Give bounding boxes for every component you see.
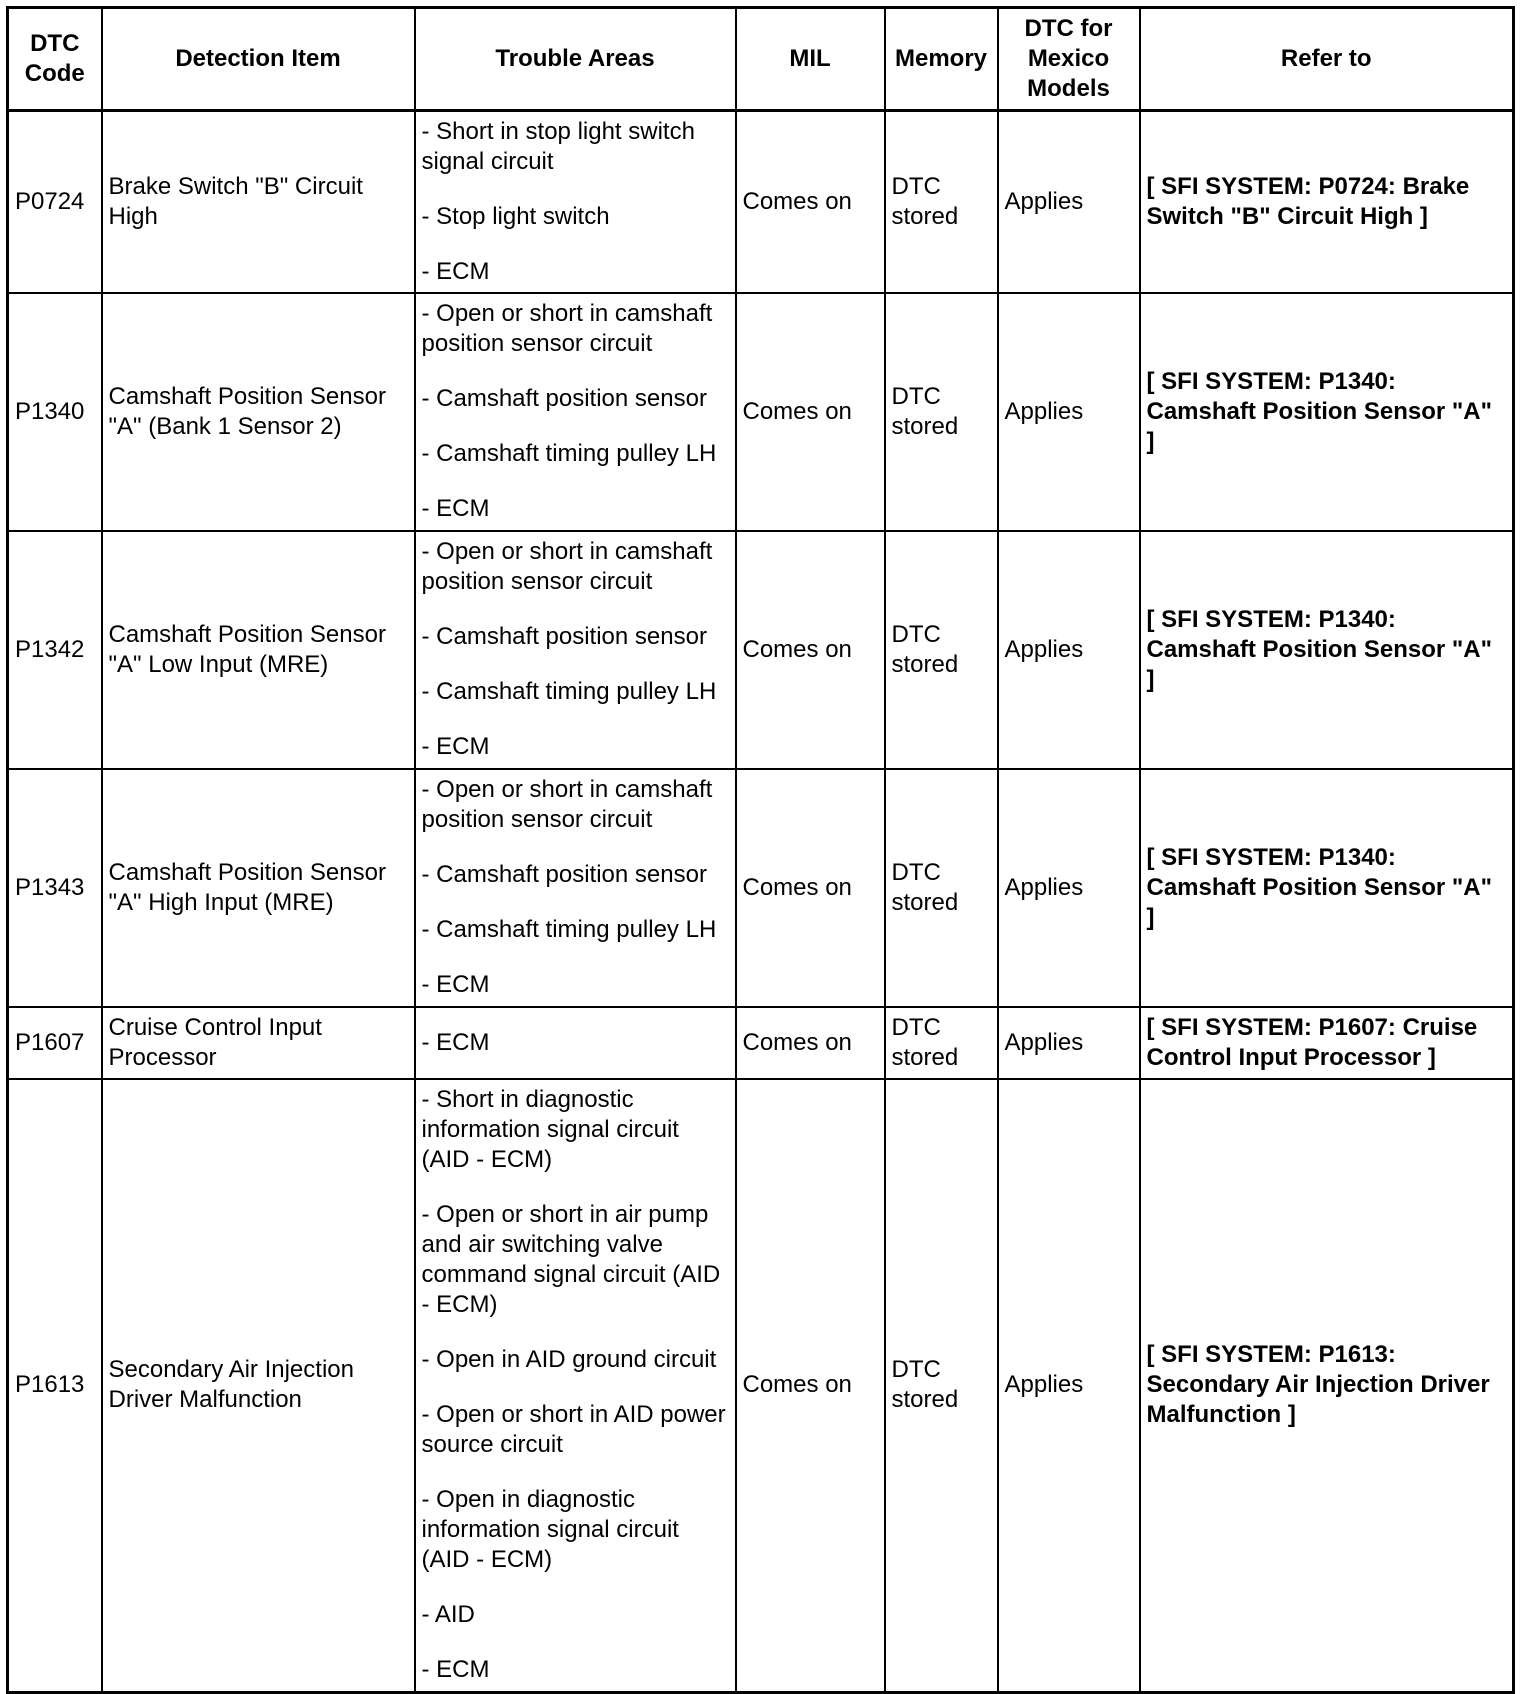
trouble-area-item: - ECM bbox=[421, 1028, 490, 1056]
refer-to-cell: [ SFI SYSTEM: P1340: Camshaft Position Sensor "A" ] bbox=[1140, 769, 1514, 1007]
refer-to-cell: [ SFI SYSTEM: P1340: Camshaft Position Sensor "A" ] bbox=[1140, 531, 1514, 769]
trouble-area-item: - Camshaft position sensor bbox=[421, 623, 707, 650]
trouble-area-item: - Stop light switch bbox=[421, 202, 610, 230]
trouble-areas-cell bbox=[415, 1079, 736, 1693]
table-row bbox=[8, 1007, 1514, 1079]
detection-item-cell: Camshaft Position Sensor "A" Low Input (MRE) bbox=[102, 531, 415, 769]
trouble-area-item: - Open or short in camshaft position sensor circuit bbox=[421, 300, 713, 357]
trouble-area-item: - Camshaft timing pulley LH bbox=[421, 916, 717, 943]
header-detection-item: Detection Item bbox=[102, 8, 415, 111]
detection-item-cell: Secondary Air Injection Driver Malfunction bbox=[102, 1079, 415, 1693]
header-refer-to: Refer to bbox=[1140, 8, 1514, 111]
trouble-area-item: - Open or short in camshaft position sensor circuit bbox=[421, 538, 713, 595]
trouble-area-item: - Camshaft position sensor bbox=[421, 385, 707, 412]
mil-cell: Comes on bbox=[736, 769, 885, 1007]
trouble-areas-cell bbox=[415, 293, 736, 531]
trouble-area-item: - Open or short in camshaft position sensor circuit bbox=[421, 776, 713, 833]
memory-cell: DTC stored bbox=[885, 769, 998, 1007]
table-row bbox=[8, 293, 1514, 531]
header-trouble-areas: Trouble Areas bbox=[415, 8, 736, 111]
header-dtc-code: DTC Code bbox=[8, 8, 102, 111]
dtc-table bbox=[6, 6, 1515, 1694]
trouble-area-item: - Open in diagnostic information signal circuit (AID - ECM) bbox=[421, 1486, 679, 1574]
detection-item-cell: Cruise Control Input Processor bbox=[102, 1007, 415, 1079]
trouble-area-item: - ECM bbox=[421, 971, 490, 998]
trouble-area-item: - Short in stop light switch signal circuit bbox=[421, 117, 695, 175]
trouble-area-item: - ECM bbox=[421, 733, 490, 760]
memory-cell: DTC stored bbox=[885, 1079, 998, 1693]
detection-item-cell: Brake Switch "B" Circuit High bbox=[102, 111, 415, 293]
memory-cell: DTC stored bbox=[885, 293, 998, 531]
table-row bbox=[8, 531, 1514, 769]
trouble-area-item: - ECM bbox=[421, 495, 490, 522]
memory-cell: DTC stored bbox=[885, 531, 998, 769]
trouble-area-item: - Camshaft timing pulley LH bbox=[421, 440, 717, 467]
dtc-code-cell: P1607 bbox=[8, 1007, 102, 1079]
header-memory: Memory bbox=[885, 8, 998, 111]
header-row bbox=[8, 8, 1514, 111]
trouble-area-item: - Camshaft timing pulley LH bbox=[421, 678, 717, 705]
trouble-area-item: - Open in AID ground circuit bbox=[421, 1346, 717, 1374]
trouble-areas-cell bbox=[415, 531, 736, 769]
header-mexico-models: DTC for Mexico Models bbox=[998, 8, 1140, 111]
mexico-cell: Applies bbox=[998, 1007, 1140, 1079]
dtc-code-cell: P1613 bbox=[8, 1079, 102, 1693]
table-row bbox=[8, 111, 1514, 293]
trouble-area-item: - Open or short in AID power source circuit bbox=[421, 1401, 726, 1459]
mil-cell: Comes on bbox=[736, 1079, 885, 1693]
mil-cell: Comes on bbox=[736, 1007, 885, 1079]
refer-to-cell: [ SFI SYSTEM: P0724: Brake Switch "B" Circuit High ] bbox=[1140, 111, 1514, 293]
mexico-cell: Applies bbox=[998, 1079, 1140, 1693]
mil-cell: Comes on bbox=[736, 111, 885, 293]
trouble-area-item: - AID bbox=[421, 1601, 475, 1629]
dtc-code-cell: P1342 bbox=[8, 531, 102, 769]
mexico-cell: Applies bbox=[998, 531, 1140, 769]
trouble-area-item: - Open or short in air pump and air switching valve command signal circuit (AID - ECM) bbox=[421, 1201, 721, 1319]
memory-cell: DTC stored bbox=[885, 111, 998, 293]
refer-to-cell: [ SFI SYSTEM: P1607: Cruise Control Input Processor ] bbox=[1140, 1007, 1514, 1079]
refer-to-cell: [ SFI SYSTEM: P1613: Secondary Air Injection Driver Malfunction ] bbox=[1140, 1079, 1514, 1693]
trouble-areas-cell bbox=[415, 111, 736, 293]
mil-cell: Comes on bbox=[736, 531, 885, 769]
trouble-areas-cell bbox=[415, 769, 736, 1007]
detection-item-cell: Camshaft Position Sensor "A" (Bank 1 Sensor 2) bbox=[102, 293, 415, 531]
refer-to-cell: [ SFI SYSTEM: P1340: Camshaft Position Sensor "A" ] bbox=[1140, 293, 1514, 531]
dtc-code-cell: P1340 bbox=[8, 293, 102, 531]
mexico-cell: Applies bbox=[998, 111, 1140, 293]
dtc-code-cell: P0724 bbox=[8, 111, 102, 293]
mexico-cell: Applies bbox=[998, 769, 1140, 1007]
dtc-code-cell: P1343 bbox=[8, 769, 102, 1007]
trouble-area-item: - Short in diagnostic information signal circuit (AID - ECM) bbox=[421, 1086, 679, 1174]
mexico-cell: Applies bbox=[998, 293, 1140, 531]
mil-cell: Comes on bbox=[736, 293, 885, 531]
table-row bbox=[8, 769, 1514, 1007]
header-mil: MIL bbox=[736, 8, 885, 111]
trouble-areas-cell bbox=[415, 1007, 736, 1079]
trouble-area-item: - ECM bbox=[421, 1656, 490, 1684]
trouble-area-item: - ECM bbox=[421, 257, 490, 285]
memory-cell: DTC stored bbox=[885, 1007, 998, 1079]
table-row bbox=[8, 1079, 1514, 1693]
trouble-area-item: - Camshaft position sensor bbox=[421, 861, 707, 888]
detection-item-cell: Camshaft Position Sensor "A" High Input (MRE) bbox=[102, 769, 415, 1007]
